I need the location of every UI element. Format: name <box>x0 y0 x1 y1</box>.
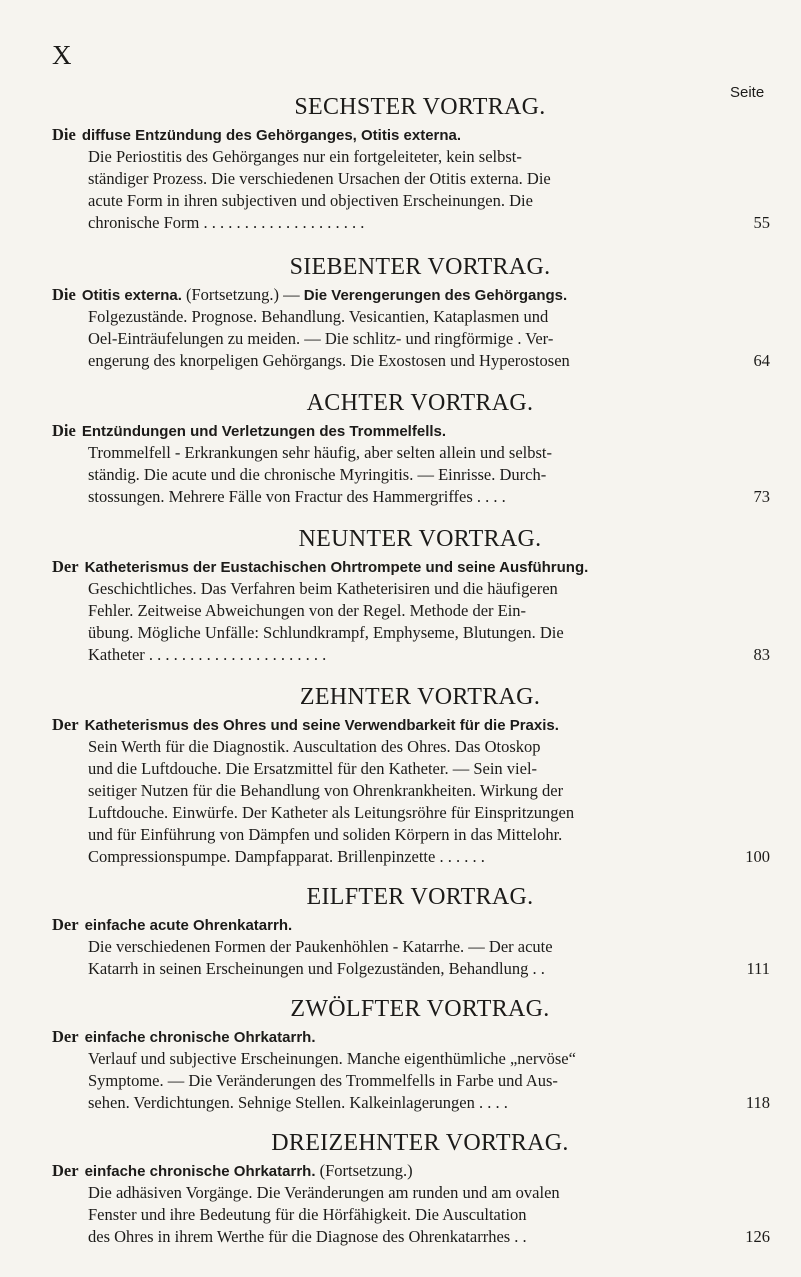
entry-description <box>88 578 684 666</box>
description-line: ständig. Die acute und die chronische Myringitis. — Einrisse. Durch- <box>88 465 547 484</box>
entry-description <box>88 442 684 508</box>
section-heading: SIEBENTER VORTRAG. <box>289 254 551 280</box>
entry-subject-note: (Fortsetzung.) — <box>181 285 304 304</box>
entry-article: Der <box>52 915 79 934</box>
entry-subject-line <box>52 124 770 146</box>
page-reference: 73 <box>753 487 770 506</box>
entry-subject: einfache chronische Ohrkatarrh. <box>84 1163 316 1180</box>
entry-subject: diffuse Entzündung des Gehörganges, Otitis externa. <box>81 127 462 144</box>
entry-article: Der <box>52 715 79 734</box>
toc-entry <box>52 880 770 980</box>
entry-subject-line <box>52 1026 770 1048</box>
entry-description <box>88 1182 684 1248</box>
description-line: stossungen. Mehrere Fälle von Fractur des Hammergriffes . . . . <box>88 487 506 506</box>
entry-article: Der <box>52 1027 79 1046</box>
entry-subject-line <box>52 284 770 306</box>
description-line: Symptome. — Die Veränderungen des Trommelfells in Farbe und Aus- <box>88 1071 558 1090</box>
page-reference: 100 <box>745 847 770 866</box>
toc-entry <box>52 1126 770 1248</box>
entry-subject: einfache acute Ohrenkatarrh. <box>84 917 293 934</box>
toc-entry <box>52 992 770 1114</box>
description-line: Sein Werth für die Diagnostik. Auscultation des Ohres. Das Otoskop <box>88 737 541 756</box>
entry-article: Die <box>52 125 76 144</box>
page-reference: 64 <box>753 351 770 370</box>
description-line: und für Einführung von Dämpfen und soliden Körpern in das Mittelohr. <box>88 825 563 844</box>
description-line: Folgezustände. Prognose. Behandlung. Vesicantien, Kataplasmen und <box>88 307 549 326</box>
section-heading: SECHSTER VORTRAG. <box>294 94 546 120</box>
toc-entry <box>52 386 770 508</box>
section-heading: ZEHNTER VORTRAG. <box>299 684 541 710</box>
entry-subject-continued: Die Verengerungen des Gehörgangs. <box>303 287 568 304</box>
section-heading: DREIZEHNTER VORTRAG. <box>271 1130 569 1156</box>
description-line: engerung des knorpeligen Gehörgangs. Die Exostosen und Hyperostosen <box>88 351 570 370</box>
description-line: des Ohres in ihrem Werthe für die Diagnose des Ohrenkatarrhes . . <box>88 1227 527 1246</box>
entry-subject: Entzündungen und Verletzungen des Trommelfells. <box>81 423 447 440</box>
description-line: Compressionspumpe. Dampfapparat. Brillenpinzette . . . . . . <box>88 847 485 866</box>
description-line: übung. Mögliche Unfälle: Schlundkrampf, Emphyseme, Blutungen. Die <box>88 623 564 642</box>
entry-article: Die <box>52 285 76 304</box>
page-reference: 126 <box>745 1227 770 1246</box>
toc-entry <box>52 250 770 372</box>
description-line: Verlauf und subjective Erscheinungen. Manche eigenthümliche „nervöse“ <box>88 1049 576 1068</box>
description-line: acute Form in ihren subjectiven und objectiven Erscheinungen. Die <box>88 191 533 210</box>
description-line: Oel-Einträufelungen zu meiden. — Die schlitz- und ringförmige . Ver- <box>88 329 554 348</box>
entry-subject: einfache chronische Ohrkatarrh. <box>84 1029 316 1046</box>
page-number: X <box>52 40 73 70</box>
page-reference: 118 <box>745 1093 770 1112</box>
entry-description <box>88 936 684 980</box>
description-line: sehen. Verdichtungen. Sehnige Stellen. Kalkeinlagerungen . . . . <box>88 1093 508 1112</box>
section-heading: EILFTER VORTRAG. <box>306 884 534 910</box>
description-line: Katheter . . . . . . . . . . . . . . . . . . . . . . <box>88 645 327 664</box>
entry-subject-line <box>52 556 770 578</box>
description-line: Fehler. Zeitweise Abweichungen von der Regel. Methode der Ein- <box>88 601 527 620</box>
entry-subject-line <box>52 914 770 936</box>
entry-subject: Otitis externa. <box>81 287 182 304</box>
toc-entry <box>52 522 770 666</box>
entry-article: Der <box>52 1161 79 1180</box>
description-line: ständiger Prozess. Die verschiedenen Ursachen der Otitis externa. Die <box>88 169 551 188</box>
entry-subject-note: (Fortsetzung.) <box>315 1161 413 1180</box>
description-line: Katarrh in seinen Erscheinungen und Folgezuständen, Behandlung . . <box>88 959 545 978</box>
section-heading: ZWÖLFTER VORTRAG. <box>290 996 550 1022</box>
entry-subject-line <box>52 1160 770 1182</box>
page-reference: 111 <box>746 959 770 978</box>
description-line: seitiger Nutzen für die Behandlung von Ohrenkrankheiten. Wirkung der <box>88 781 564 800</box>
description-line: Die adhäsiven Vorgänge. Die Veränderungen am runden und am ovalen <box>88 1183 560 1202</box>
entry-subject-line <box>52 420 770 442</box>
description-line: Die verschiedenen Formen der Paukenhöhlen - Katarrhe. — Der acute <box>88 937 553 956</box>
entry-description <box>88 736 684 868</box>
section-heading: ACHTER VORTRAG. <box>306 390 534 416</box>
toc-entry <box>52 90 770 234</box>
toc-entry <box>52 680 770 868</box>
description-line: Fenster und ihre Bedeutung für die Hörfähigkeit. Die Auscultation <box>88 1205 527 1224</box>
section-heading: NEUNTER VORTRAG. <box>298 526 542 552</box>
page-reference: 83 <box>753 645 770 664</box>
description-line: und die Luftdouche. Die Ersatzmittel für den Katheter. — Sein viel- <box>88 759 538 778</box>
description-line: Geschichtliches. Das Verfahren beim Katheterisiren und die häufigeren <box>88 579 558 598</box>
entry-description <box>88 146 684 234</box>
entry-subject-line <box>52 714 770 736</box>
entry-description <box>88 1048 684 1114</box>
description-line: Die Periostitis des Gehörganges nur ein fortgeleiteter, kein selbst- <box>88 147 522 166</box>
entry-subject: Katheterismus der Eustachischen Ohrtrompete und seine Ausführung. <box>84 559 589 576</box>
page-column-header: Seite <box>730 84 765 101</box>
description-line: Luftdouche. Einwürfe. Der Katheter als Leitungsröhre für Einspritzungen <box>88 803 575 822</box>
page-reference: 55 <box>753 213 770 232</box>
entry-description <box>88 306 684 372</box>
entry-article: Die <box>52 421 76 440</box>
entry-subject: Katheterismus des Ohres und seine Verwendbarkeit für die Praxis. <box>84 717 559 734</box>
description-line: chronische Form . . . . . . . . . . . . . . . . . . . . <box>88 213 365 232</box>
entry-article: Der <box>52 557 79 576</box>
description-line: Trommelfell - Erkrankungen sehr häufig, aber selten allein und selbst- <box>88 443 553 462</box>
